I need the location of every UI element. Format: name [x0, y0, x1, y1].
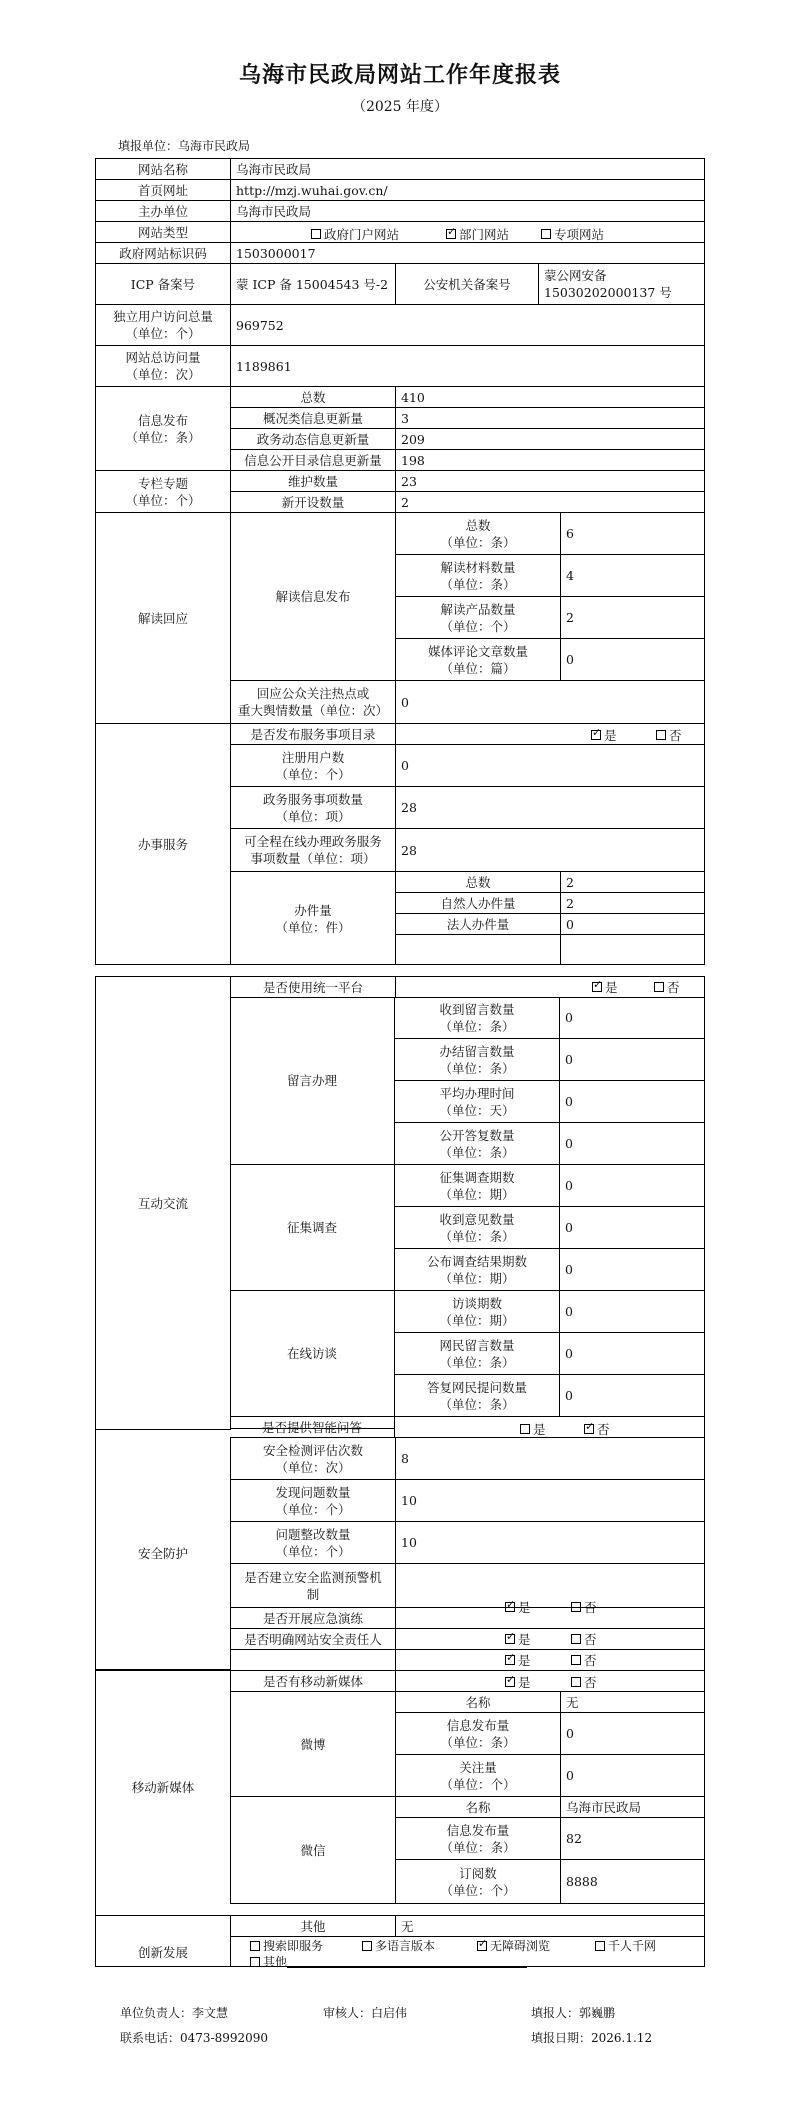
interview-messages-value: 0 — [560, 1333, 704, 1375]
site-name-value: 乌海市民政局 — [231, 159, 705, 180]
weibo-followers-label: 关注量 （单位：个） — [396, 1755, 561, 1797]
interpret-media-value: 0 — [561, 639, 705, 681]
message-label: 留言办理 — [230, 997, 395, 1165]
info-news-value: 209 — [396, 429, 705, 450]
media-has-no[interactable]: 否 — [571, 1673, 597, 1691]
service-catalog-yes[interactable]: ✓ 是 — [591, 726, 617, 744]
interpret-media-label: 媒体评论文章数量 （单位：篇） — [396, 639, 561, 681]
interpret-total-value: 6 — [561, 513, 705, 555]
interpret-product-label: 解读产品数量 （单位：个） — [396, 597, 561, 639]
platform-yes-option[interactable]: ✓ 是 — [592, 978, 618, 996]
filling-unit: 填报单位：乌海市民政局 — [118, 139, 251, 153]
checkbox-icon[interactable] — [654, 982, 664, 992]
service-items-value: 28 — [396, 787, 705, 829]
interpret-product-value: 2 — [561, 597, 705, 639]
interview-label: 在线访谈 — [230, 1291, 395, 1417]
weibo-posts-value: 0 — [561, 1713, 705, 1755]
security-checks-value: 8 — [396, 1438, 705, 1480]
interview-messages-label: 网民留言数量 （单位：条） — [395, 1333, 560, 1375]
survey-results-label: 公布调查结果期数 （单位：期） — [395, 1249, 560, 1291]
media-has-yes[interactable]: ✓ 是 — [505, 1673, 531, 1691]
site-name-label: 网站名称 — [96, 159, 231, 180]
police-record-label: 公安机关备案号 — [396, 264, 539, 305]
info-total-label: 总数 — [231, 387, 396, 408]
media-section-label: 移动新媒体 — [96, 1671, 231, 1904]
checkbox-icon[interactable] — [362, 1941, 372, 1951]
other-blank-line[interactable] — [287, 1956, 527, 1968]
security-warning-no[interactable]: 否 — [571, 1598, 597, 1616]
security-drill-label: 是否开展应急演练 — [231, 1608, 396, 1629]
info-catalog-label: 信息公开目录信息更新量 — [231, 450, 396, 471]
report-year: （2025 年度） — [351, 99, 449, 115]
smart-qa-yes[interactable]: 是 — [520, 1420, 546, 1438]
service-users-value: 0 — [396, 745, 705, 787]
interpret-hot-label: 回应公众关注热点或 重大舆情数量（单位：次） — [231, 681, 396, 724]
volume-blank — [396, 935, 561, 965]
checkbox-icon[interactable] — [541, 229, 551, 239]
message-time-label: 平均办理时间 （单位：天） — [395, 1081, 560, 1123]
interpret-total-label: 总数 （单位：条） — [396, 513, 561, 555]
innovation-accessible[interactable]: ✓ 无障碍浏览 — [477, 1937, 550, 1954]
info-overview-value: 3 — [396, 408, 705, 429]
interact-section-label: 互动交流 — [96, 977, 231, 1430]
innovation-personalized[interactable]: 千人千网 — [595, 1937, 656, 1954]
visitors-value: 969752 — [231, 305, 705, 346]
innovation-multilang[interactable]: 多语言版本 — [362, 1937, 435, 1954]
service-section-label: 办事服务 — [96, 724, 231, 965]
type-option-special[interactable]: 专项网站 — [541, 225, 604, 243]
weibo-followers-value: 0 — [561, 1755, 705, 1797]
security-spacer — [231, 1650, 396, 1670]
survey-opinions-label: 收到意见数量 （单位：条） — [395, 1207, 560, 1249]
survey-periods-value: 0 — [560, 1165, 704, 1207]
survey-periods-label: 征集调查期数 （单位：期） — [395, 1165, 560, 1207]
interview-periods-value: 0 — [560, 1291, 704, 1333]
wechat-name-label: 名称 — [396, 1797, 561, 1818]
security-warning-yes[interactable]: ✓ 是 — [505, 1598, 531, 1616]
interview-periods-label: 访谈期数 （单位：期） — [395, 1291, 560, 1333]
service-online-label: 可全程在线办理政务服务 事项数量（单位：项） — [231, 829, 396, 872]
service-volume-label: 办件量 （单位：件） — [231, 872, 396, 965]
topic-section-label: 专栏专题 （单位：个） — [96, 471, 231, 513]
media-has-options — [396, 1671, 705, 1692]
site-id-label: 政府网站标识码 — [96, 243, 231, 264]
wechat-label: 微信 — [231, 1797, 396, 1904]
security-drill-options — [396, 1608, 705, 1629]
volume-legal-value: 0 — [561, 914, 705, 935]
volume-legal-label: 法人办件量 — [396, 914, 561, 935]
checkbox-checked-icon[interactable] — [591, 730, 601, 740]
security-drill-no[interactable]: 否 — [571, 1630, 597, 1648]
innovation-other[interactable]: 其他 — [250, 1953, 527, 1970]
innovation-search[interactable]: 搜索即服务 — [250, 1937, 323, 1954]
service-catalog-no[interactable]: 否 — [656, 726, 682, 744]
service-items-label: 政务服务事项数量 （单位：项） — [231, 787, 396, 829]
type-option-department[interactable]: ✓ 部门网站 — [446, 225, 509, 243]
security-checks-label: 安全检测评估次数 （单位：次） — [231, 1438, 396, 1480]
info-total-value: 410 — [396, 387, 705, 408]
interpret-publish-label: 解读信息发布 — [231, 513, 396, 681]
security-block — [95, 1438, 705, 1670]
info-catalog-value: 198 — [396, 450, 705, 471]
smart-qa-label: 是否提供智能问答 — [230, 1417, 395, 1438]
volume-total-label: 总数 — [396, 872, 561, 893]
security-owner-options — [396, 1629, 705, 1650]
footer-date: 填报日期：2026.1.12 — [531, 2031, 653, 2045]
security-fixed-label: 问题整改数量 （单位：个） — [231, 1522, 396, 1564]
site-url-value: http://mzj.wuhai.gov.cn/ — [231, 180, 705, 201]
checkbox-icon[interactable] — [250, 1941, 260, 1951]
interview-replies-value: 0 — [560, 1375, 704, 1417]
checkbox-checked-icon[interactable] — [584, 1424, 594, 1434]
smart-qa-no[interactable]: ✓ 否 — [584, 1420, 610, 1438]
media-other-label: 其他 — [231, 1916, 396, 1937]
sponsor-value: 乌海市民政局 — [231, 201, 705, 222]
message-public-value: 0 — [560, 1123, 704, 1165]
security-owner-label: 是否明确网站安全责任人 — [231, 1629, 396, 1650]
info-overview-label: 概况类信息更新量 — [231, 408, 396, 429]
volume-person-label: 自然人办件量 — [396, 893, 561, 914]
topic-new-label: 新开设数量 — [231, 492, 396, 513]
platform-label: 是否使用统一平台 — [231, 977, 396, 998]
checkbox-icon[interactable] — [311, 229, 321, 239]
media-other-blank — [96, 1916, 231, 1937]
checkbox-checked-icon[interactable] — [446, 229, 456, 239]
message-public-label: 公开答复数量 （单位：条） — [395, 1123, 560, 1165]
security-owner-yes[interactable]: ✓ 是 — [505, 1651, 531, 1669]
weibo-name-label: 名称 — [396, 1692, 561, 1713]
media-other-value: 无 — [396, 1916, 705, 1937]
security-section-label: 安全防护 — [96, 1438, 231, 1670]
footer-filler: 填报人：郭巍鹏 — [531, 2006, 616, 2020]
topic-maintain-label: 维护数量 — [231, 471, 396, 492]
message-closed-label: 办结留言数量 （单位：条） — [395, 1039, 560, 1081]
message-received-value: 0 — [560, 997, 704, 1039]
media-gap — [96, 1904, 705, 1916]
security-warning-label: 是否建立安全监测预警机 制 — [231, 1564, 396, 1608]
smart-qa-options — [395, 1417, 705, 1438]
checkbox-checked-icon[interactable] — [477, 1941, 487, 1951]
weibo-name-value: 无 — [561, 1692, 705, 1713]
survey-results-value: 0 — [560, 1249, 704, 1291]
wechat-subs-value: 8888 — [561, 1860, 705, 1904]
service-online-value: 28 — [396, 829, 705, 872]
interpret-material-label: 解读材料数量 （单位：条） — [396, 555, 561, 597]
site-type-label: 网站类型 — [96, 222, 231, 243]
interpret-section-label: 解读回应 — [96, 513, 231, 724]
message-received-label: 收到留言数量 （单位：条） — [395, 997, 560, 1039]
checkbox-icon[interactable] — [571, 1634, 581, 1644]
footer-phone: 联系电话：0473-8992090 — [120, 2031, 269, 2045]
survey-label: 征集调查 — [230, 1165, 395, 1291]
topic-new-value: 2 — [396, 492, 705, 513]
checkbox-icon[interactable] — [520, 1424, 530, 1434]
security-warning-options — [396, 1564, 705, 1608]
checkbox-icon[interactable] — [250, 1957, 260, 1967]
checkbox-icon[interactable] — [571, 1655, 581, 1665]
footer-head: 单位负责人：李文慧 — [120, 2006, 229, 2020]
checkbox-checked-icon[interactable] — [505, 1634, 515, 1644]
media-has-label: 是否有移动新媒体 — [231, 1671, 396, 1692]
security-fixed-value: 10 — [396, 1522, 705, 1564]
topic-maintain-value: 23 — [396, 471, 705, 492]
service-users-label: 注册用户数 （单位：个） — [231, 745, 396, 787]
platform-no-option[interactable]: 否 — [654, 978, 680, 996]
checkbox-checked-icon[interactable] — [505, 1602, 515, 1612]
icp-label: ICP 备案号 — [96, 264, 231, 305]
security-owner-no[interactable]: 否 — [571, 1651, 597, 1669]
wechat-name-value: 乌海市民政局 — [561, 1797, 705, 1818]
weibo-label: 微博 — [231, 1692, 396, 1797]
volume-person-value: 2 — [561, 893, 705, 914]
checkbox-checked-icon[interactable] — [592, 982, 602, 992]
checkbox-icon[interactable] — [656, 730, 666, 740]
message-time-value: 0 — [560, 1081, 704, 1123]
sponsor-label: 主办单位 — [96, 201, 231, 222]
security-found-label: 发现问题数量 （单位：个） — [231, 1480, 396, 1522]
checkbox-icon[interactable] — [571, 1677, 581, 1687]
security-found-value: 10 — [396, 1480, 705, 1522]
visitors-label: 独立用户访问总量 （单位：个） — [96, 305, 231, 346]
checkbox-checked-icon[interactable] — [505, 1677, 515, 1687]
police-record-value: 蒙公网安备 15030202000137 号 — [539, 264, 705, 305]
checkbox-icon[interactable] — [571, 1602, 581, 1612]
visits-label: 网站总访问量 （单位：次） — [96, 346, 231, 387]
weibo-posts-label: 信息发布量 （单位：条） — [396, 1713, 561, 1755]
security-drill-yes[interactable]: ✓ 是 — [505, 1630, 531, 1648]
interpret-material-value: 4 — [561, 555, 705, 597]
volume-total-value: 2 — [561, 872, 705, 893]
wechat-posts-label: 信息发布量 （单位：条） — [396, 1818, 561, 1860]
page-title: 乌海市民政局网站工作年度报表 — [238, 62, 561, 88]
type-option-portal[interactable]: 政府门户网站 — [311, 225, 399, 243]
interview-replies-label: 答复网民提问数量 （单位：条） — [395, 1375, 560, 1417]
volume-blank-value — [561, 935, 705, 965]
interpret-hot-value: 0 — [396, 681, 705, 724]
media-block — [95, 1670, 705, 1967]
message-closed-value: 0 — [560, 1039, 704, 1081]
survey-opinions-value: 0 — [560, 1207, 704, 1249]
service-catalog-label: 是否发布服务事项目录 — [231, 724, 396, 745]
wechat-subs-label: 订阅数 （单位：个） — [396, 1860, 561, 1904]
wechat-posts-value: 82 — [561, 1818, 705, 1860]
report-form-part-1 — [95, 158, 705, 965]
visits-value: 1189861 — [231, 346, 705, 387]
checkbox-checked-icon[interactable] — [505, 1655, 515, 1665]
icp-value: 蒙 ICP 备 15004543 号-2 — [231, 264, 396, 305]
footer-reviewer: 审核人：白启伟 — [323, 2006, 408, 2020]
innovation-section-label: 创新发展 — [96, 1937, 231, 1967]
info-section-label: 信息发布 （单位：条） — [96, 387, 231, 471]
site-id-value: 1503000017 — [231, 243, 705, 264]
site-url-label: 首页网址 — [96, 180, 231, 201]
info-news-label: 政务动态信息更新量 — [231, 429, 396, 450]
checkbox-icon[interactable] — [595, 1941, 605, 1951]
